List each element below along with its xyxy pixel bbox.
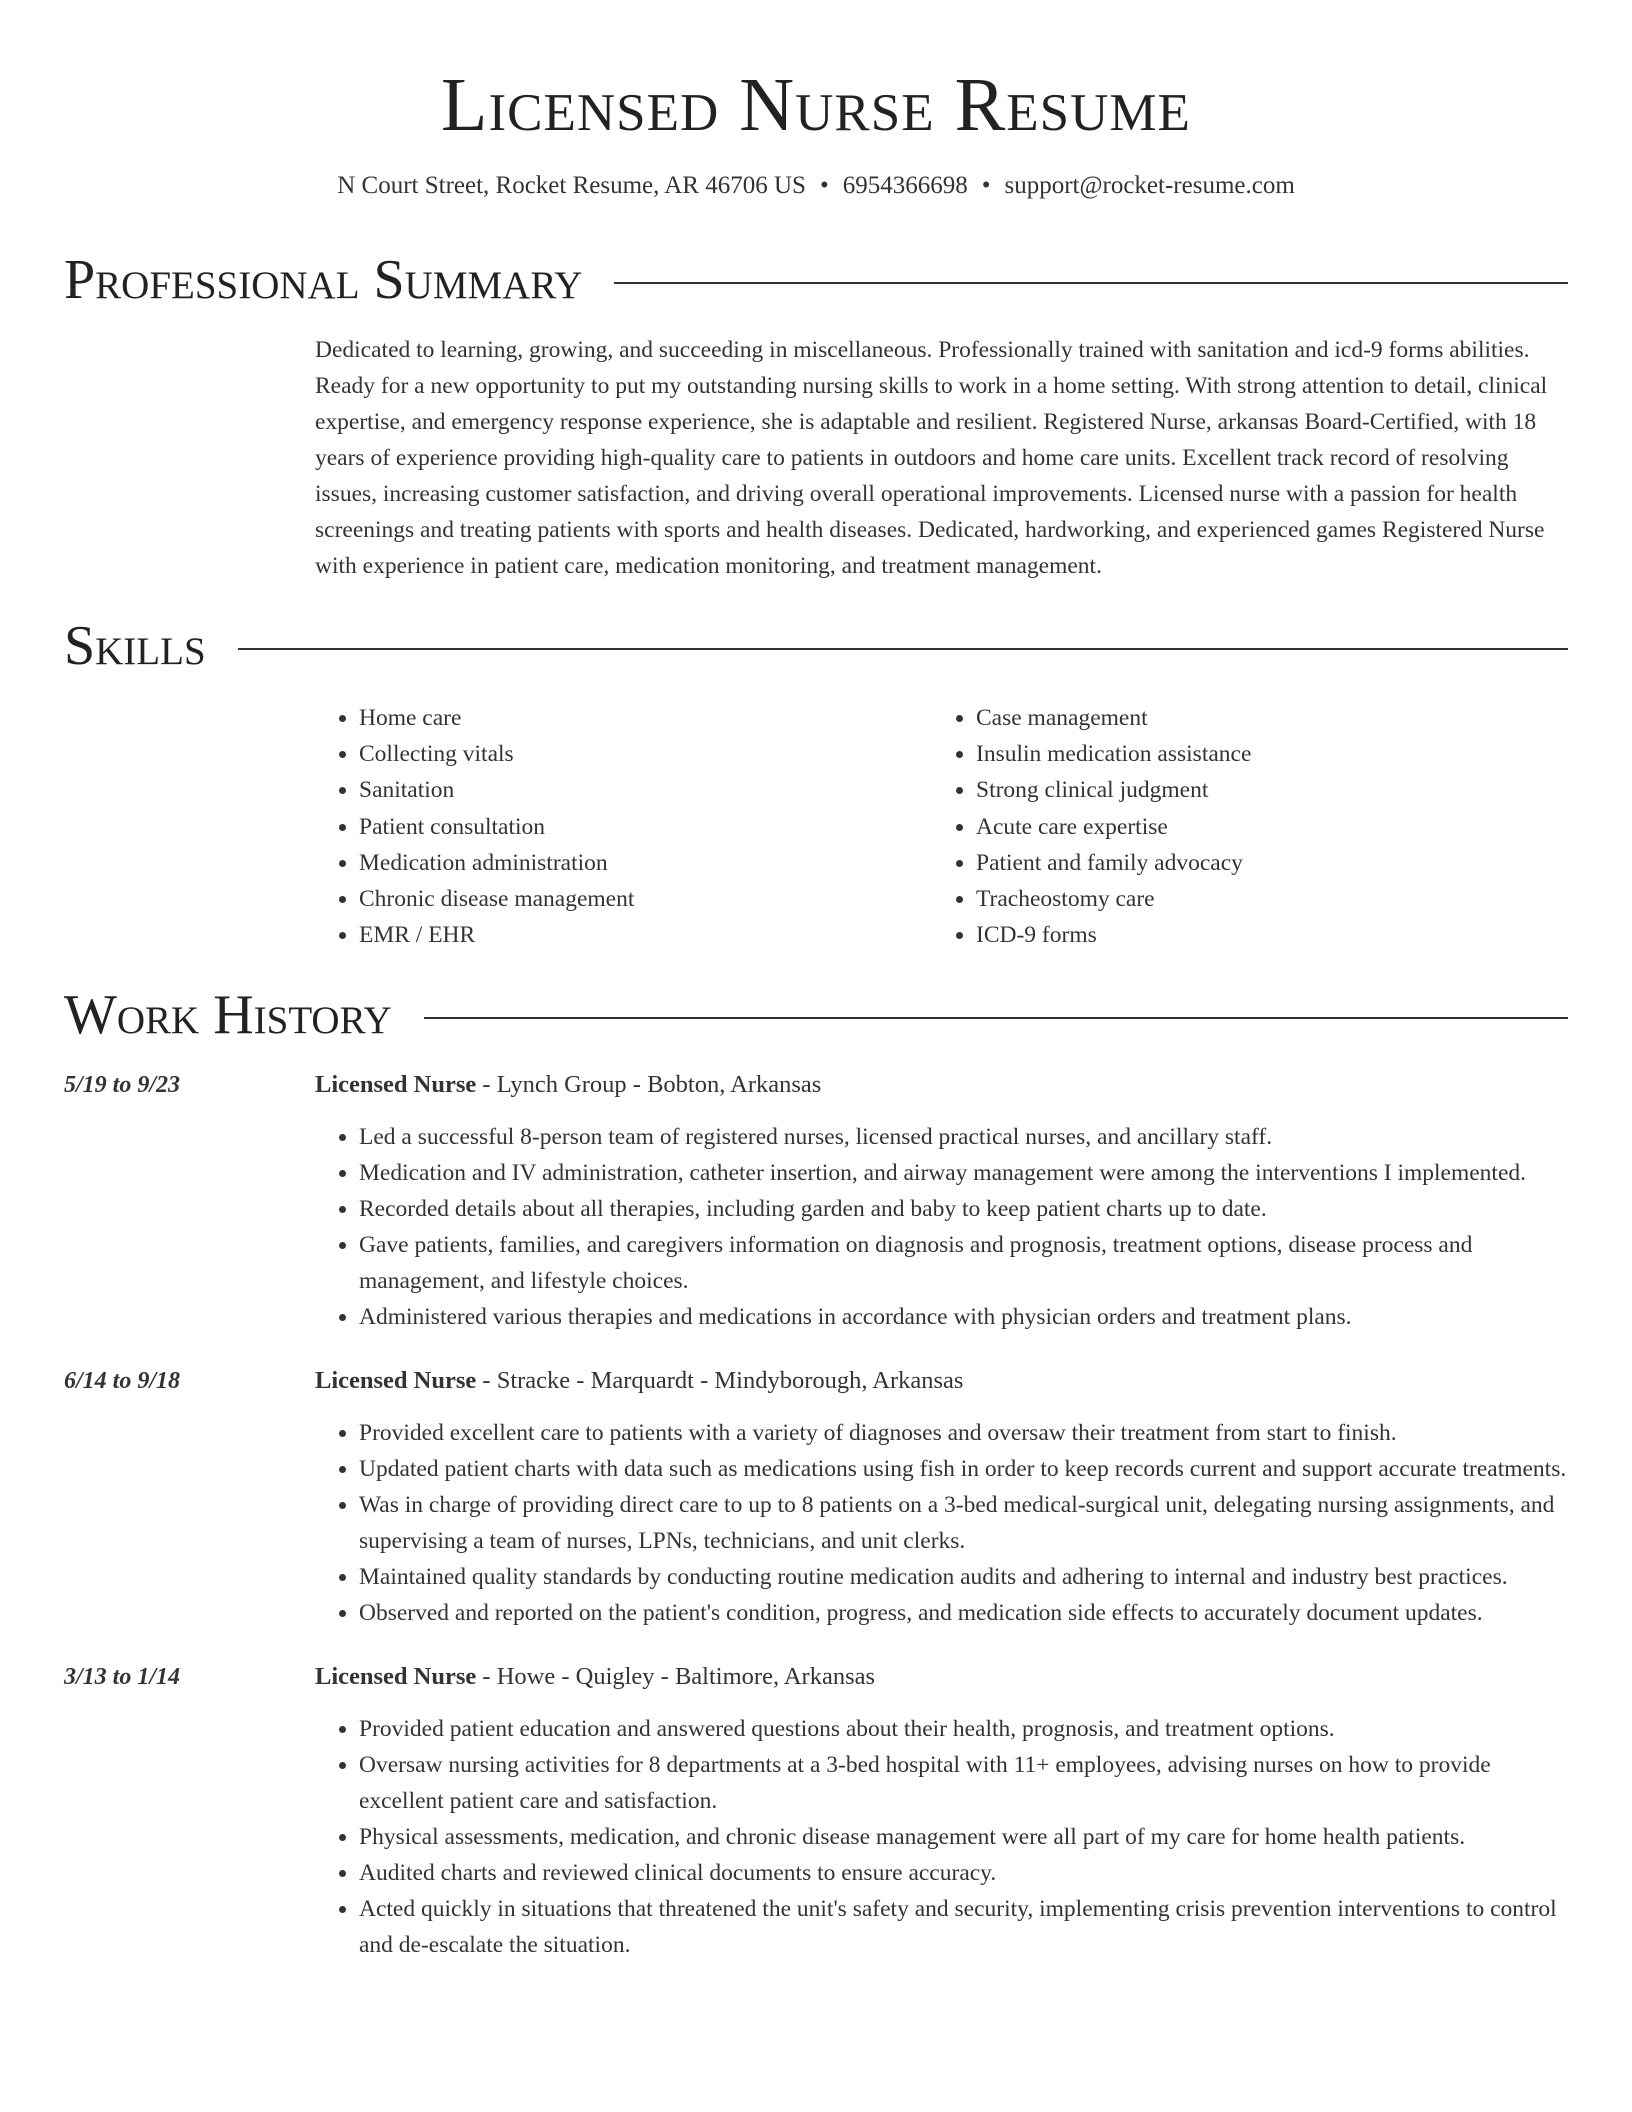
skill-item: • EMR / EHR <box>359 917 932 953</box>
section-header-summary <box>64 248 1568 312</box>
job-duty-item: • Medication and IV administration, catheter insertion, and airway management were among the interventions I implemented. <box>359 1155 1568 1191</box>
section-divider <box>238 648 1568 650</box>
skill-item: • Insulin medication assistance <box>976 736 1549 772</box>
job-details <box>315 1659 1568 1963</box>
job-entry <box>64 1067 1568 1335</box>
job-duties <box>315 1119 1568 1335</box>
job-heading <box>315 1067 1568 1103</box>
job-duty-item: • Gave patients, families, and caregivers information on diagnosis and prognosis, treatment options, disease process and management, and lifestyle choices. <box>359 1227 1568 1299</box>
skills-list <box>315 700 1568 953</box>
job-duties <box>315 1415 1568 1631</box>
job-title: Licensed Nurse <box>315 1367 477 1395</box>
section-title-work-history: Work History <box>64 984 392 1047</box>
skills-column-left <box>315 700 932 953</box>
contact-separator: • <box>981 172 991 199</box>
resume-title: Licensed Nurse Resume <box>441 63 1191 147</box>
job-duty-item: • Observed and reported on the patient's condition, progress, and medication side effects to accurately document updates. <box>359 1595 1568 1631</box>
skill-item: • Acute care expertise <box>976 809 1549 845</box>
job-duty-item: • Physical assessments, medication, and chronic disease management were all part of my care for home health patients. <box>359 1819 1568 1855</box>
resume-page <box>64 0 1568 1963</box>
job-title: Licensed Nurse <box>315 1071 477 1099</box>
skill-item: • Medication administration <box>359 845 932 881</box>
skills-column-right <box>932 700 1549 953</box>
job-duty-item: • Provided patient education and answered questions about their health, prognosis, and treatment options. <box>359 1711 1568 1747</box>
job-duty-item: • Was in charge of providing direct care to up to 8 patients on a 3-bed medical-surgical unit, delegating nursing assignments, and supervising a team of nurses, LPNs, technicians, and unit clerks. <box>359 1487 1568 1559</box>
section-title-summary: Professional Summary <box>64 249 583 311</box>
contact-email: support@rocket-resume.com <box>1004 172 1295 199</box>
job-duty-item: • Updated patient charts with data such as medications using fish in order to keep records current and support accurate treatments. <box>359 1451 1568 1487</box>
job-duty-item: • Led a successful 8-person team of registered nurses, licensed practical nurses, and ancillary staff. <box>359 1119 1568 1155</box>
section-divider <box>614 282 1568 284</box>
skill-item: • Tracheostomy care <box>976 881 1549 917</box>
contact-separator: • <box>819 172 829 199</box>
skill-item: • Sanitation <box>359 772 932 808</box>
section-title-skills: Skills <box>64 615 206 677</box>
skill-item: • Collecting vitals <box>359 736 932 772</box>
contact-phone: 6954366698 <box>842 172 968 199</box>
job-entry <box>64 1363 1568 1631</box>
job-duty-item: • Acted quickly in situations that threatened the unit's safety and security, implementing crisis prevention interventions to control and de-escalate the situation. <box>359 1891 1568 1963</box>
job-duty-item: • Oversaw nursing activities for 8 departments at a 3-bed hospital with 11+ employees, advising nurses on how to provide excellent patient care and satisfaction. <box>359 1747 1568 1819</box>
skill-item: • Patient consultation <box>359 809 932 845</box>
skill-item: • Chronic disease management <box>359 881 932 917</box>
job-duty-item: • Audited charts and reviewed clinical documents to ensure accuracy. <box>359 1855 1568 1891</box>
job-dates: 6/14 to 9/18 <box>64 1368 181 1395</box>
job-title: Licensed Nurse <box>315 1663 477 1691</box>
summary-paragraph: Dedicated to learning, growing, and succeeding in miscellaneous. Professionally trained with sanitation and icd-9 forms abilities. Ready for a new opportunity to put my outstanding nursing skills to work in a home setting. With strong attention to detail, clinical expertise, and emergency response experience, she is adaptable and resilient. Registered Nurse, arkansas Board-Certified, with 18 years of experience providing high-quality care to patients in outdoors and home care units. Excellent track record of resolving issues, increasing customer satisfaction, and driving overall operational improvements. Licensed nurse with a passion for health screenings and treating patients with sports and health diseases. Dedicated, hardworking, and experienced games Registered Nurse with experience in patient care, medication monitoring, and treatment management. <box>315 337 1548 579</box>
job-duty-item: • Administered various therapies and medications in accordance with physician orders and treatment plans. <box>359 1299 1568 1335</box>
job-entry <box>64 1659 1568 1963</box>
skill-item: • ICD-9 forms <box>976 917 1549 953</box>
job-duty-item: • Recorded details about all therapies, including garden and baby to keep patient charts up to date. <box>359 1191 1568 1227</box>
job-duty-item: • Provided excellent care to patients with a variety of diagnoses and oversaw their treatment from start to finish. <box>359 1415 1568 1451</box>
section-header-work-history <box>64 983 1568 1047</box>
job-dates: 5/19 to 9/23 <box>64 1072 181 1099</box>
skill-item: • Strong clinical judgment <box>976 772 1549 808</box>
job-details <box>315 1363 1568 1631</box>
skill-item: • Patient and family advocacy <box>976 845 1549 881</box>
job-employer: - Stracke - Marquardt - Mindyborough, Arkansas <box>476 1367 964 1395</box>
contact-address: N Court Street, Rocket Resume, AR 46706 US <box>337 172 806 199</box>
job-dates: 3/13 to 1/14 <box>64 1664 181 1691</box>
skill-item: • Case management <box>976 700 1549 736</box>
contact-line <box>64 170 1568 202</box>
skill-item: • Home care <box>359 700 932 736</box>
job-details <box>315 1067 1568 1335</box>
job-employer: - Howe - Quigley - Baltimore, Arkansas <box>476 1663 876 1691</box>
job-heading <box>315 1363 1568 1399</box>
job-duties <box>315 1711 1568 1963</box>
job-employer: - Lynch Group - Bobton, Arkansas <box>476 1071 822 1099</box>
section-divider <box>424 1017 1568 1019</box>
job-heading <box>315 1659 1568 1695</box>
job-duty-item: • Maintained quality standards by conducting routine medication audits and adhering to internal and industry best practices. <box>359 1559 1568 1595</box>
section-header-skills <box>64 614 1568 678</box>
